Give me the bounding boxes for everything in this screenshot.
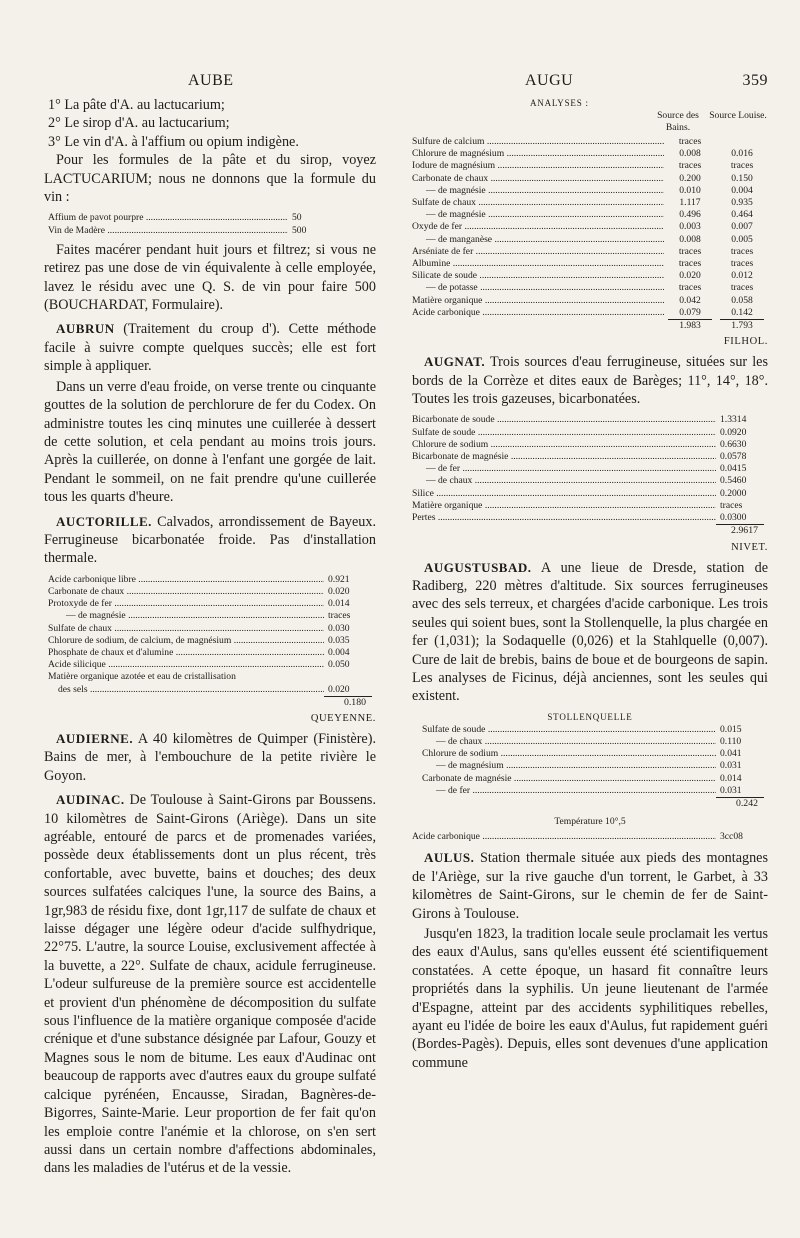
table-row: Chlorure de magnésium ..... 0.008 0.016 [412, 148, 768, 160]
entry-keyword: AUGUSTUSBAD. [424, 559, 532, 575]
table-row: Vin de Madère ..... 500 [48, 225, 336, 237]
entry-keyword: AUBRUN [56, 321, 115, 337]
right-column [412, 96, 768, 1074]
table-row: Chlorure de sodium ..... 0.6630 [412, 439, 764, 451]
table-row: Matière organique ..... 0.042 0.058 [412, 295, 768, 307]
entry-aubrun: AUBRUN (Traitement du croup d'). Cette méthode facile à suivre compte quelques succès; elle est fort simple à appliquer. [44, 321, 376, 375]
list-item: 1° La pâte d'A. au lactucarium; [48, 97, 225, 113]
table-row: Bicarbonate de magnésie ..... 0.0578 [412, 451, 764, 463]
table-row: Protoxyde de fer ..... 0.014 [48, 598, 372, 610]
list-item: 3° Le vin d'A. à l'affium ou opium indigène. [48, 133, 299, 150]
table-row: Carbonate de magnésie ..... 0.014 [422, 773, 764, 785]
table-row: Sulfate de soude ..... 0.0920 [412, 427, 764, 439]
table-row: des sels ..... 0.020 [48, 684, 372, 696]
left-column [44, 96, 376, 1180]
running-head-center: AUGU [525, 72, 574, 89]
table-row: — de magnésie ..... 0.010 0.004 [412, 185, 768, 197]
table-total: 2.9617 [731, 525, 758, 537]
column-header: Source des Bains. [657, 110, 699, 133]
table-row: Pertes ..... 0.0300 [412, 512, 764, 524]
table-row: — de magnésie ..... 0.496 0.464 [412, 209, 768, 221]
table-row: Bicarbonate de soude ..... 1.3314 [412, 414, 764, 426]
stollen-table [412, 724, 768, 810]
table-row: Silicate de soude ..... 0.020 0.012 [412, 270, 768, 282]
vin-table [44, 212, 376, 236]
entry-audinac: AUDINAC. De Toulouse à Saint-Girons par Boussens. 10 kilomètres de Saint-Girons (Ariège). Dans un site agréable, entouré de parcs et de promenades variées, possède deux établissements dont un plus récent, très confortable, avec buvette, bains et douches; des deux sources sulfatées calciques l'une, la source des Bains, a 1gr,983 de résidu fixe, dont 1gr,117 de sulfate de chaux et laisse dégager une légère odeur d'acide sulfhydrique, 22°75. L'autre, la source Louise, exclusivement affectée à la buvette, a 22°. Sulfate de chaux, acidule ferrugineuse. L'odeur sulfureuse de la première source est accidentelle et provient d'un phénomène de décomposition du sulfate sous l'influence de la matière organique composée d'acide crénique et d'une substance désignée par Lafour, Gouzy et Magnes sous le nom de bitume. Les eaux d'Audinac ont beaucoup de rapports avec d'autres eaux du groupe sulfaté calcique pyrénéen, Encausse, Siradan, Bagnères-de-Bigorres, Sainte-Marie. Leur proportion de fer fait qu'on les emploie contre l'anémie et la chlorose, on s'en sert aussi dans un certain nombre d'affections abdominales, dans les maladies de l'utérus et de la vessie. [44, 792, 376, 1177]
table-total: 0.242 [735, 797, 758, 809]
entry-keyword: AUDIERNE. [56, 730, 134, 746]
table-row: Chlorure de sodium ..... 0.041 [422, 748, 764, 760]
entry-keyword: AULUS. [424, 850, 475, 866]
table-row: Phosphate de chaux et d'alumine ..... 0.004 [48, 647, 372, 659]
signature: FILHOL. [723, 336, 768, 348]
acide-row [412, 831, 768, 843]
entry-augnat: AUGNAT. Trois sources d'eau ferrugineuse, situées sur les bords de la Corrèze et dites eaux de Barèges; 11°, 14°, 18°. Toutes les trois gazeuses, bicarbonatées. [412, 354, 768, 408]
table-row: — de magnésium ..... 0.031 [422, 760, 764, 772]
table-row: Albumine ..... traces traces [412, 258, 768, 270]
table-total: 0.180 [343, 696, 366, 708]
analyses-table [412, 136, 768, 332]
table-row: Sulfate de chaux ..... 0.030 [48, 623, 372, 635]
table-row: — de magnésie ..... traces [48, 610, 372, 622]
entry-audierne: AUDIERNE. A 40 kilomètres de Quimper (Finistère). Bains de mer, à l'embouchure de la petite rivière le Goyon. [44, 730, 376, 784]
table-row: Silice ..... 0.2000 [412, 488, 764, 500]
table-row: Chlorure de sodium, de calcium, de magnésium ..... 0.035 [48, 635, 372, 647]
table-row: Matière organique ..... traces [412, 500, 764, 512]
table-total: 1.983 1.793 [679, 320, 753, 332]
signature: NIVET. [731, 541, 768, 553]
analyses-header [412, 110, 768, 134]
table-row: Arséniate de fer ..... traces traces [412, 246, 768, 258]
table-row: Carbonate de chaux ..... 0.020 [48, 586, 372, 598]
list-item: 2° Le sirop d'A. au lactucarium; [48, 115, 230, 132]
table-row: Sulfate de chaux ..... 1.117 0.935 [412, 197, 768, 209]
table-row: — de chaux ..... 0.110 [422, 736, 764, 748]
table-row: Affium de pavot pourpre ..... 50 [48, 212, 336, 224]
table-row: Sulfure de calcium ..... traces [412, 136, 768, 148]
paragraph: Jusqu'en 1823, la tradition locale seule proclamait les vertus des eaux d'Aulus, sans qu'elles eussent été scientifiquement constatées. A cette époque, un hasard fit connaître leurs propriétés dans la syphilis. Un jeune lieutenant de l'armée d'Espagne, atteint par des accidents syphilitiques rebelles, ayant eu l'idée de boire les eaux d'Aulus, fut rapidement guéri (Bordes-Pagès). Depuis, elles sont devenues d'une application commune [412, 926, 768, 1071]
entry-auctorille: AUCTORILLE. Calvados, arrondissement de Bayeux. Ferrugineuse bicarbonatée froide. Pas d'installation thermale. [44, 513, 376, 567]
entry-keyword: AUGNAT. [424, 354, 486, 370]
table-row: — de fer ..... 0.0415 [412, 463, 764, 475]
temperature-note: Température 10°,5 [554, 816, 626, 828]
table-row: Acide silicique ..... 0.050 [48, 659, 372, 671]
paragraph: Pour les formules de la pâte et du sirop, voyez LACTUCARIUM; nous ne donnons que la formule du vin : [44, 152, 376, 206]
analyses-title: ANALYSES : [530, 98, 589, 108]
augnat-table [412, 414, 768, 537]
stollen-title: STOLLENQUELLE [547, 711, 633, 722]
running-head-left: AUBE [188, 72, 234, 89]
entry-keyword: AUCTORILLE. [56, 513, 152, 529]
auctorille-table [44, 574, 376, 709]
table-row: Iodure de magnésium ..... traces traces [412, 160, 768, 172]
signature: QUEYENNE. [310, 712, 376, 724]
table-row: — de potasse ..... traces traces [412, 282, 768, 294]
column-header: Source Louise. [709, 110, 767, 121]
table-row: Sulfate de soude ..... 0.015 [422, 724, 764, 736]
table-row: Acide carbonique ..... 3cc08 [412, 831, 764, 843]
paragraph: Faites macérer pendant huit jours et filtrez; si vous ne retirez pas une dose de vin équivalente à celle employée, lavez le résidu avec une Q. S. de vin pour faire 500 (BOUCHARDAT, Formulaire). [44, 241, 376, 314]
paragraph: Dans un verre d'eau froide, on verse trente ou cinquante gouttes de la solution de perchlorure de fer du Codex. On administre toutes les cinq minutes une cuillerée à dessert de cette solution, et cela pendant au moins trois jours. Après la cuillerée, on donne à l'enfant une gorgée de lait. Pendant le sommeil, on ne fait prendre qu'une cuillerée tous les quarts d'heure. [44, 378, 376, 506]
table-row: — de fer ..... 0.031 [422, 785, 764, 797]
table-row: Carbonate de chaux ..... 0.200 0.150 [412, 173, 768, 185]
table-row: Oxyde de fer ..... 0.003 0.007 [412, 221, 768, 233]
entry-augustusbad: AUGUSTUSBAD. A une lieue de Dresde, station de Radiberg, 220 mètres d'altitude. Six sources ferrugineuses avec des sels terreux, et chargées d'acide carbonique. Les trois seules qui soient bues, sont la Stollenquelle, la plus chargée en fer (1,031); la Sodaquelle (0,026) et la Stahlquelle (0,007). Cure de lait de brebis, bains de boue et de bourgeons de sapin. Les analyses de Ficinus, déjà anciennes, sont les seules qui existent. [412, 559, 768, 705]
table-row: Matière organique azotée et eau de cristallisation [48, 671, 236, 683]
table-row: Acide carbonique ..... 0.079 0.142 [412, 307, 768, 319]
table-row: Acide carbonique libre ..... 0.921 [48, 574, 372, 586]
entry-aulus: AULUS. Station thermale située aux pieds des montagnes de l'Ariège, sur la rive gauche d'un torrent, le Garbet, à 33 kilomètres de Saint-Girons, sur le chemin de fer de Saint-Girons à Toulouse. [412, 850, 768, 922]
entry-keyword: AUDINAC. [56, 792, 125, 808]
page-number: 359 [742, 72, 768, 89]
table-row: — de chaux ..... 0.5460 [412, 475, 764, 487]
table-row: — de manganèse ..... 0.008 0.005 [412, 234, 768, 246]
